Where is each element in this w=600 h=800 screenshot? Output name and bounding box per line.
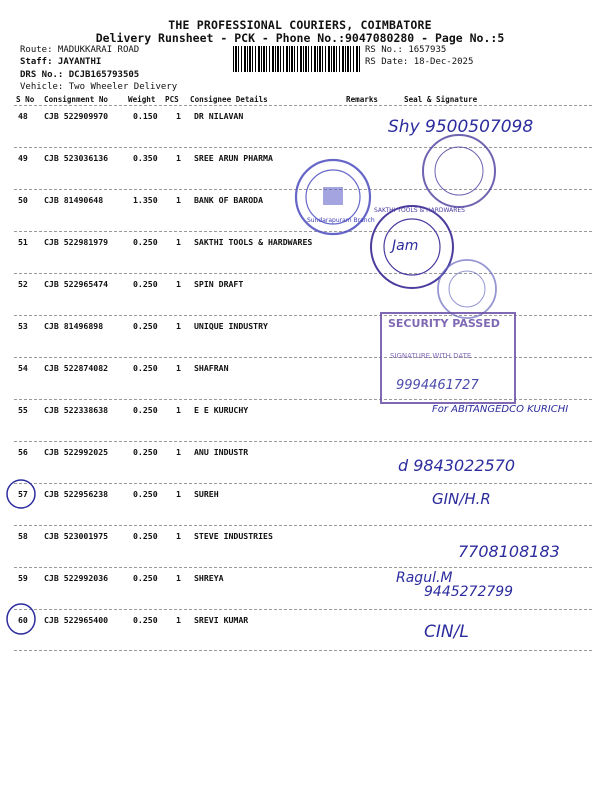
cell-pcs: 1 (176, 489, 181, 499)
table-bottom-line (14, 650, 592, 651)
cell-weight: 1.350 (133, 195, 158, 205)
cell-consignment: CJB 522965400 (44, 615, 109, 625)
table-row (0, 273, 600, 315)
cell-weight: 0.250 (133, 573, 158, 583)
signature-row-59-phone: 9445272799 (424, 584, 514, 600)
cell-weight: 0.250 (133, 363, 158, 373)
cell-consignment: CJB 522874082 (44, 363, 109, 373)
col-consignee: Consignee Details (190, 95, 268, 104)
cell-consignment: CJB 522338638 (44, 405, 109, 415)
col-weight: Weight (128, 95, 156, 104)
cell-consignment: CJB 522965474 (44, 279, 109, 289)
sakthi-stamp-text: SAKTHI TOOLS & HARDWARES (374, 207, 465, 214)
col-pcs: PCS (165, 95, 179, 104)
cell-pcs: 1 (176, 531, 181, 541)
cell-weight: 0.250 (133, 237, 158, 247)
cell-consignee: SPIN DRAFT (194, 279, 244, 289)
cell-consignee: STEVE INDUSTRIES (194, 531, 273, 541)
col-consignment: Consignment No (44, 95, 109, 104)
round-stamp-49 (420, 132, 498, 210)
cell-pcs: 1 (176, 279, 181, 289)
row-divider (14, 483, 592, 484)
cell-pcs: 1 (176, 615, 181, 625)
signature-row-60: CIN/L (424, 622, 469, 642)
signature-row-57: GIN/H.R (432, 490, 491, 508)
cell-pcs: 1 (176, 405, 181, 415)
cell-sno: 58 (18, 531, 28, 541)
cell-consignment: CJB 522981979 (44, 237, 109, 247)
cell-weight: 0.250 (133, 279, 158, 289)
signature-row-58: 7708108183 (458, 542, 560, 561)
cell-consignee: ANU INDUSTR (194, 447, 249, 457)
security-stamp (380, 312, 516, 404)
cell-weight: 0.250 (133, 531, 158, 541)
cell-consignee: SREE ARUN PHARMA (194, 153, 273, 163)
drs-number: DRS No.: DCJB165793505 (20, 70, 140, 80)
cell-consignee: SHREYA (194, 573, 224, 583)
cell-sno: 48 (18, 111, 28, 121)
cell-consignee: DR NILAVAN (194, 111, 244, 121)
cell-sno: 54 (18, 363, 28, 373)
cell-sno: 53 (18, 321, 28, 331)
row-divider (14, 441, 592, 442)
circle-mark-60 (5, 602, 37, 636)
signature-row-56: d 9843022570 (398, 456, 516, 475)
cell-consignee: SUREH (194, 489, 219, 499)
signature-row-55: For ABITANGEDCO KURICHI (432, 404, 569, 415)
cell-consignment: CJB 522992036 (44, 573, 109, 583)
cell-weight: 0.250 (133, 405, 158, 415)
cell-consignment: CJB 81496898 (44, 321, 104, 331)
security-phone: 9994461727 (396, 378, 479, 393)
cell-weight: 0.150 (133, 111, 158, 121)
cell-weight: 0.250 (133, 447, 158, 457)
col-remarks: Remarks (346, 95, 379, 104)
cell-sno: 59 (18, 573, 28, 583)
rs-date: RS Date: 18-Dec-2025 (365, 57, 474, 67)
round-stamp-52 (436, 258, 498, 320)
row-divider (14, 609, 592, 610)
cell-consignment: CJB 522956238 (44, 489, 109, 499)
cell-consignee: SAKTHI TOOLS & HARDWARES (194, 237, 313, 247)
signature-row-48: Shy 9500507098 (388, 117, 534, 137)
bank-stamp-text: Sundarapuram Branch (307, 217, 375, 224)
signature-row-59-name: Ragul.M (396, 570, 453, 586)
cell-sno: 51 (18, 237, 28, 247)
cell-sno: 60 (18, 615, 28, 625)
cell-consignment: CJB 81490648 (44, 195, 104, 205)
barcode (233, 46, 361, 72)
row-divider (14, 525, 592, 526)
cell-consignment: CJB 523036136 (44, 153, 109, 163)
cell-pcs: 1 (176, 195, 181, 205)
cell-weight: 0.250 (133, 489, 158, 499)
cell-pcs: 1 (176, 363, 181, 373)
cell-pcs: 1 (176, 321, 181, 331)
staff-label: Staff: JAYANTHI (20, 57, 102, 67)
cell-consignment: CJB 523001975 (44, 531, 109, 541)
cell-consignee: E E KURUCHY (194, 405, 249, 415)
cell-sno: 57 (18, 489, 28, 499)
cell-consignee: BANK OF BARODA (194, 195, 264, 205)
cell-pcs: 1 (176, 153, 181, 163)
security-stamp-title: SECURITY PASSED (388, 317, 500, 330)
row-divider (14, 567, 592, 568)
cell-pcs: 1 (176, 111, 181, 121)
security-stamp-subtitle: SIGNATURE WITH DATE (390, 352, 472, 360)
cell-pcs: 1 (176, 447, 181, 457)
table-row (0, 609, 600, 651)
row-divider (14, 147, 592, 148)
route-label: Route: MADUKKARAI ROAD (20, 45, 140, 55)
signature-row-51: Jam (392, 238, 419, 254)
cell-sno: 55 (18, 405, 28, 415)
table-row (0, 231, 600, 273)
cell-consignment: CJB 522909970 (44, 111, 109, 121)
cell-consignee: SHAFRAN (194, 363, 229, 373)
col-sno: S No (16, 95, 35, 104)
cell-consignee: SREVI KUMAR (194, 615, 249, 625)
cell-consignment: CJB 522992025 (44, 447, 109, 457)
cell-sno: 50 (18, 195, 28, 205)
cell-sno: 52 (18, 279, 28, 289)
circle-mark-57 (5, 478, 37, 510)
cell-sno: 49 (18, 153, 28, 163)
company-name: THE PROFESSIONAL COURIERS, COIMBATORE (168, 18, 432, 32)
cell-pcs: 1 (176, 573, 181, 583)
col-seal-signature: Seal & Signature (404, 95, 478, 104)
row-divider (14, 273, 592, 274)
row-divider (14, 105, 592, 106)
bank-stamp (293, 157, 373, 237)
cell-consignee: UNIQUE INDUSTRY (194, 321, 268, 331)
cell-weight: 0.350 (133, 153, 158, 163)
cell-pcs: 1 (176, 237, 181, 247)
table-row (0, 483, 600, 525)
vehicle-label: Vehicle: Two Wheeler Delivery (20, 82, 178, 92)
cell-weight: 0.250 (133, 615, 158, 625)
cell-weight: 0.250 (133, 321, 158, 331)
cell-sno: 56 (18, 447, 28, 457)
runsheet-subtitle: Delivery Runsheet - PCK - Phone No.:9047080280 - Page No.:5 (95, 31, 505, 45)
rs-number: RS No.: 1657935 (365, 45, 447, 55)
